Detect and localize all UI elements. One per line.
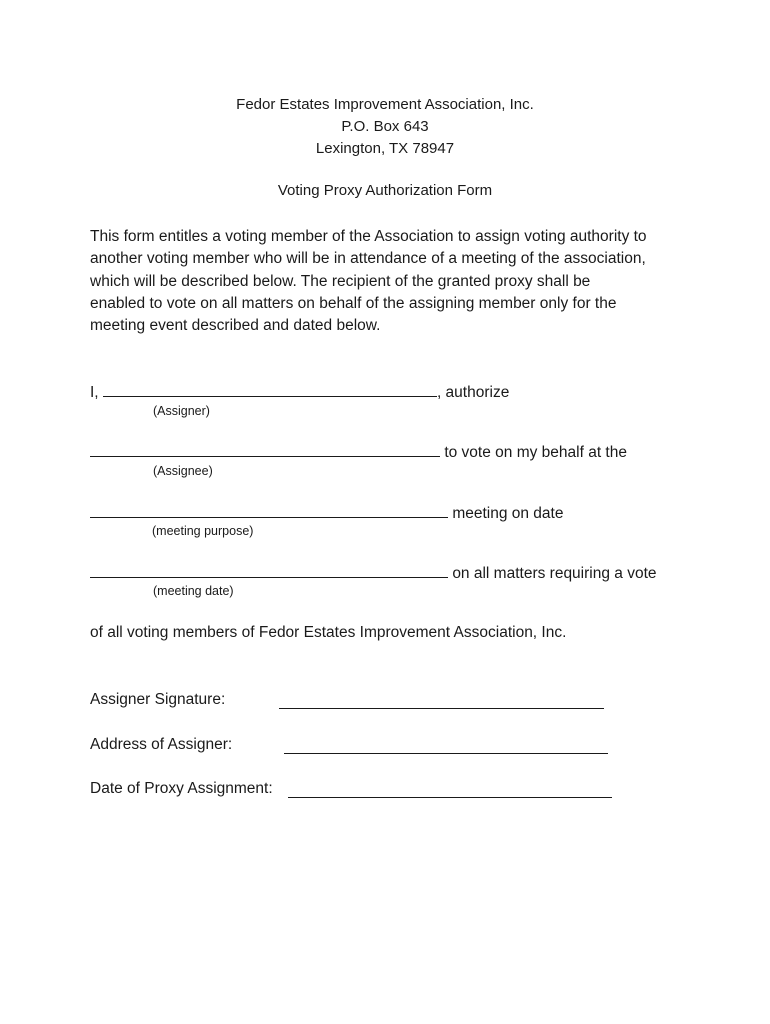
assignee-row (90, 442, 627, 462)
meeting-purpose-blank[interactable] (90, 503, 448, 518)
assigner-blank[interactable] (103, 382, 437, 397)
intro-line: enabled to vote on all matters on behalf of the assigning member only for the (90, 294, 617, 312)
assigner-address-label: Address of Assigner: (90, 736, 233, 753)
assigner-suffix: , authorize (436, 384, 510, 401)
proxy-date-line[interactable] (288, 796, 612, 798)
assigner-address-line[interactable] (284, 752, 608, 754)
assignee-blank[interactable] (90, 442, 440, 457)
intro-line: another voting member who will be in attendance of a meeting of the association, (90, 250, 646, 268)
meeting-date-blank[interactable] (90, 563, 448, 578)
meeting-purpose-caption: (meeting purpose) (152, 524, 254, 538)
letterhead (0, 94, 770, 160)
proxy-date-label: Date of Proxy Assignment: (90, 780, 273, 797)
intro-line: which will be described below. The recipient of the granted proxy shall be (90, 272, 591, 290)
intro-line: This form entitles a voting member of the Association to assign voting authority to (90, 228, 647, 245)
assigner-row (90, 382, 509, 402)
intro-paragraph (90, 226, 690, 337)
assigner-signature-label: Assigner Signature: (90, 691, 226, 708)
meeting-date-suffix: on all matters requiring a vote (452, 565, 657, 582)
city-state-zip: Lexington, TX 78947 (315, 140, 455, 157)
meeting-date-row (90, 563, 657, 583)
closing-line: of all voting members of Fedor Estates Improvement Association, Inc. (90, 624, 567, 641)
po-box: P.O. Box 643 (341, 118, 429, 135)
assigner-prefix: I, (90, 384, 99, 401)
organization-name: Fedor Estates Improvement Association, Inc. (236, 96, 534, 113)
assignee-caption: (Assignee) (153, 464, 213, 478)
assignee-suffix: to vote on my behalf at the (444, 444, 627, 461)
assigner-caption: (Assigner) (153, 404, 210, 418)
assigner-signature-line[interactable] (279, 707, 604, 709)
intro-line: meeting event described and dated below. (90, 317, 381, 335)
meeting-purpose-row (90, 503, 563, 523)
meeting-purpose-suffix: meeting on date (452, 505, 564, 522)
meeting-date-caption: (meeting date) (153, 584, 234, 598)
form-title: Voting Proxy Authorization Form (277, 182, 493, 199)
